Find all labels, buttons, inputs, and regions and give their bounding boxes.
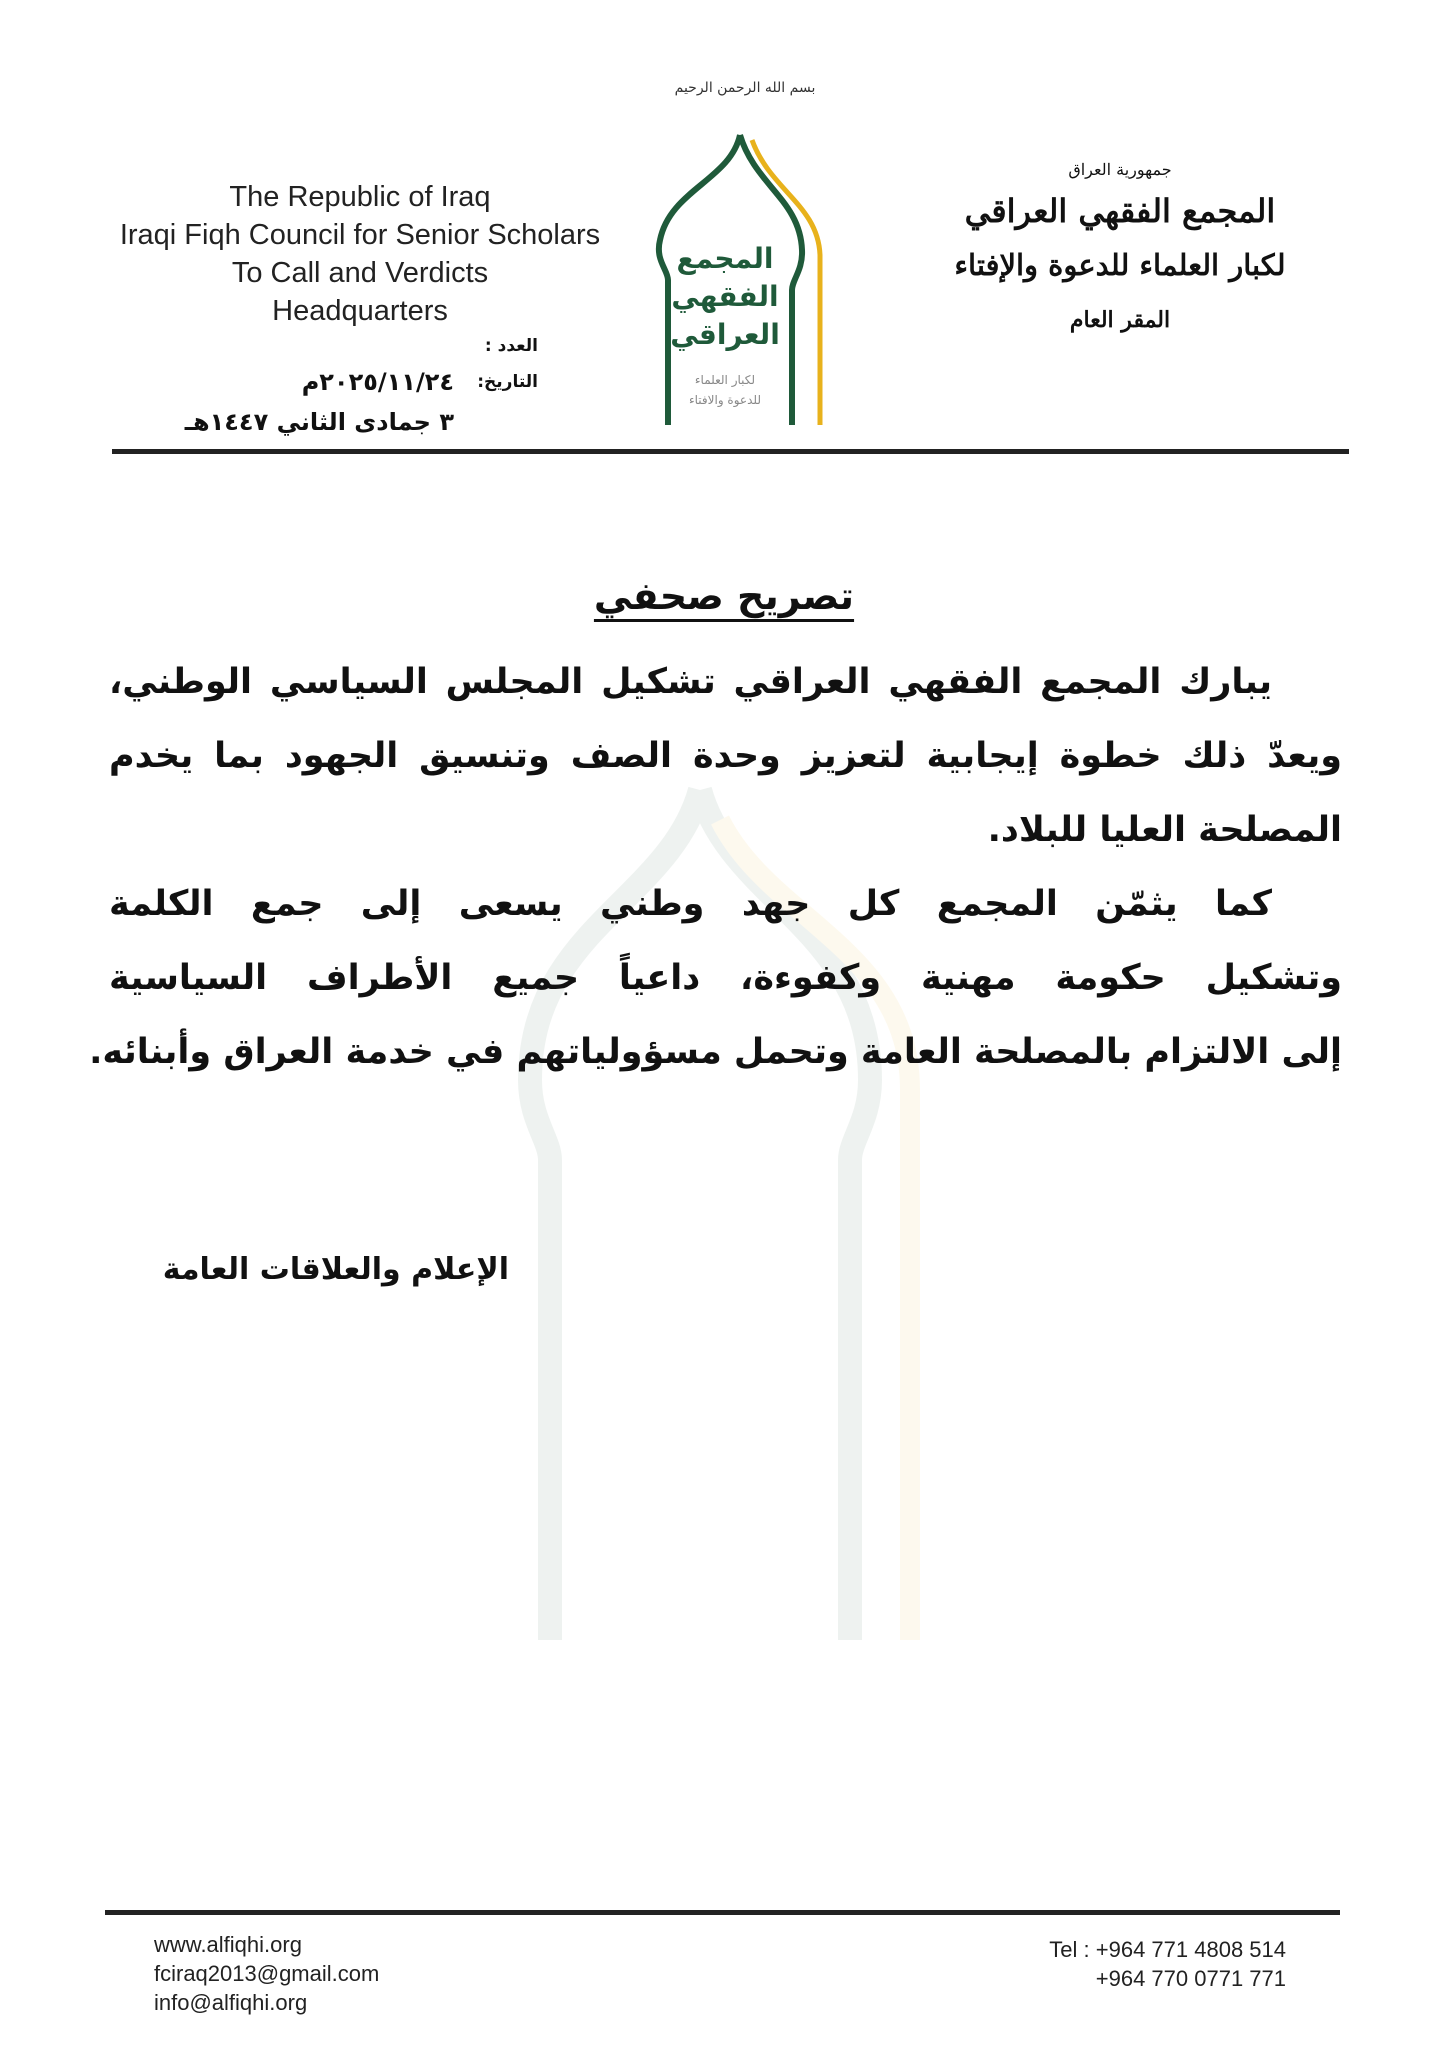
logo-sub-line-1: لكبار العلماء (694, 373, 756, 387)
header-line-council: Iraqi Fiqh Council for Senior Scholars (119, 219, 601, 251)
logo-sub-line-2: للدعوة والافتاء (688, 393, 762, 407)
number-label: العدد : (484, 336, 538, 356)
body-line-1: يبارك المجمع الفقهي العراقي تشكيل المجلس السياسي الوطني، (109, 662, 1272, 702)
phone-1: +964 771 4808 514 (1095, 1937, 1286, 1962)
emblem-line-1: المجمع الفقهي العراقي (964, 192, 1276, 230)
english-header (110, 178, 610, 330)
basmala: بسم الله الرحمن الرحيم (674, 80, 816, 96)
logo-name-line-3: العراقي (670, 318, 780, 351)
phone-2: +964 770 0771 771 (1095, 1966, 1286, 1991)
emblem-republic: جمهورية العراق (1068, 160, 1172, 179)
logo-name-line-1: المجمع (676, 242, 774, 275)
date-label: التاريخ: (477, 372, 538, 392)
body-line-4: كما يثمّن المجمع كل جهد وطني يسعى إلى جمع الكلمة (109, 884, 1272, 924)
logo-name-line-2: الفقهي (671, 280, 779, 313)
document-title: تصريح صحفي (593, 574, 855, 618)
body-line-3: المصلحة العليا للبلاد. (987, 810, 1342, 850)
header-line-hq: Headquarters (272, 295, 448, 327)
council-logo (640, 80, 850, 425)
body-line-2: ويعدّ ذلك خطوة إيجابية لتعزيز وحدة الصف وتنسيق الجهود بما يخدم (109, 736, 1342, 776)
signature: الإعلام والعلاقات العامة (162, 1252, 509, 1287)
header-line-call: To Call and Verdicts (231, 257, 489, 289)
council-calligraphy-emblem (920, 160, 1320, 333)
header-line-republic: The Republic of Iraq (229, 181, 491, 213)
footer-divider (105, 1910, 1340, 1915)
header-divider (112, 449, 1349, 454)
date-hijri: ٣ جمادى الثاني ١٤٤٧هـ (184, 408, 454, 436)
email-link-2[interactable]: info@alfiqhi.org (154, 1990, 308, 2015)
body-line-6: إلى الالتزام بالمصلحة العامة وتحمل مسؤولياتهم في خدمة العراق وأبنائه. (89, 1032, 1342, 1072)
date-gregorian: ٢٠٢٥/١١/٢٤م (301, 368, 454, 396)
body-line-5: وتشكيل حكومة مهنية وكفوءة، داعياً جميع الأطراف السياسية (109, 958, 1342, 998)
email-link-1[interactable]: fciraq2013@gmail.com (154, 1961, 380, 1986)
tel-label: Tel : (1049, 1937, 1090, 1962)
emblem-hq: المقر العام (1069, 307, 1171, 333)
emblem-line-2: لكبار العلماء للدعوة والإفتاء (954, 248, 1286, 282)
website-link[interactable]: www.alfiqhi.org (154, 1932, 302, 1957)
